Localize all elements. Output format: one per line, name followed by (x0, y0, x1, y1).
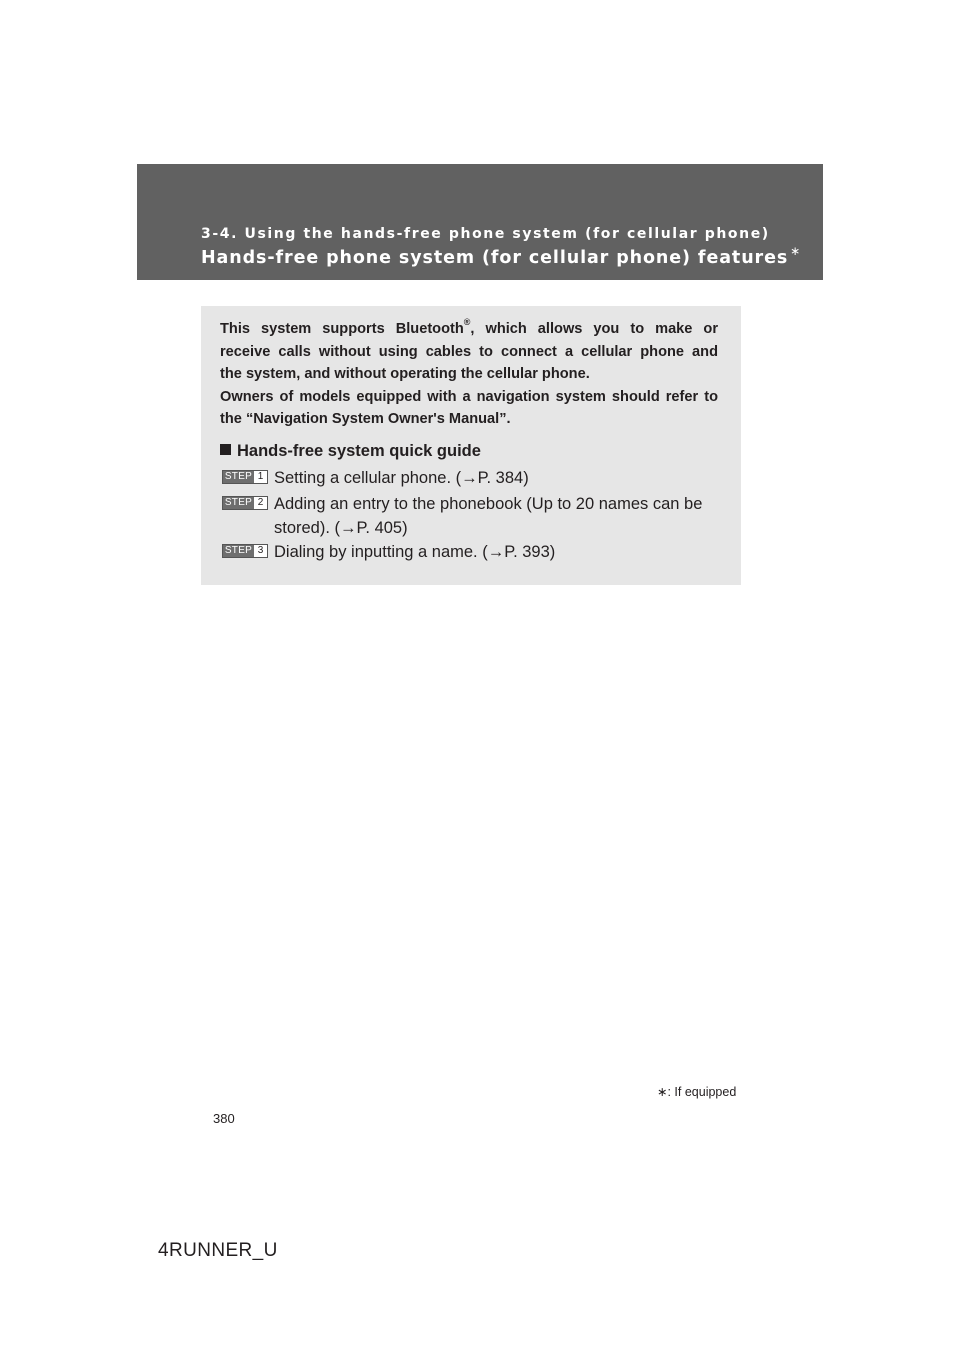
page-heading (201, 244, 802, 268)
step-badge-number: 1 (254, 471, 267, 483)
intro-line-3: the system, and without operating the cellular phone. (220, 366, 590, 382)
step-badge-label: STEP (224, 545, 253, 556)
intro-line-1 (220, 318, 718, 341)
quick-guide-heading (220, 442, 481, 461)
intro-text (220, 318, 718, 431)
page-number: 380 (213, 1111, 235, 1126)
step-badge-1 (222, 470, 268, 484)
registered-mark: ® (463, 317, 471, 328)
intro-line-1a: This system supports Bluetooth (220, 321, 464, 337)
step-badge-2 (222, 496, 268, 510)
intro-line-2: receive calls without using cables to connect a cellular phone and (220, 343, 718, 360)
equipped-marker: ∗ (790, 244, 802, 258)
intro-line-5: the “Navigation System Owner's Manual”. (220, 411, 511, 427)
step-badge-3 (222, 544, 268, 558)
intro-line-4: Owners of models equipped with a navigation system should refer to (220, 388, 718, 405)
step-badge-label: STEP (224, 497, 253, 508)
step-text-1: Setting a cellular phone. (→P. 384) (274, 469, 529, 487)
step-badge-label: STEP (224, 471, 253, 482)
info-box (201, 306, 741, 585)
square-bullet-icon (220, 444, 231, 455)
step-badge-number: 2 (254, 497, 267, 509)
page-heading-text: Hands-free phone system (for cellular phone) features (201, 248, 789, 268)
quick-guide-heading-text: Hands-free system quick guide (237, 442, 481, 460)
section-title: 3-4. Using the hands-free phone system (for cellular phone) (201, 226, 770, 242)
step-text-3: Dialing by inputting a name. (→P. 393) (274, 543, 556, 561)
step-text-2: Adding an entry to the phonebook (Up to 20 names can be stored). (→P. 405) (274, 495, 703, 537)
equipped-footnote: ∗: If equipped (657, 1085, 737, 1099)
step-badge-number: 3 (254, 545, 267, 557)
section-header-bar (137, 164, 823, 280)
intro-line-1b: , which allows you to make or (470, 321, 718, 337)
footer-model-code: 4RUNNER_U (158, 1240, 278, 1261)
